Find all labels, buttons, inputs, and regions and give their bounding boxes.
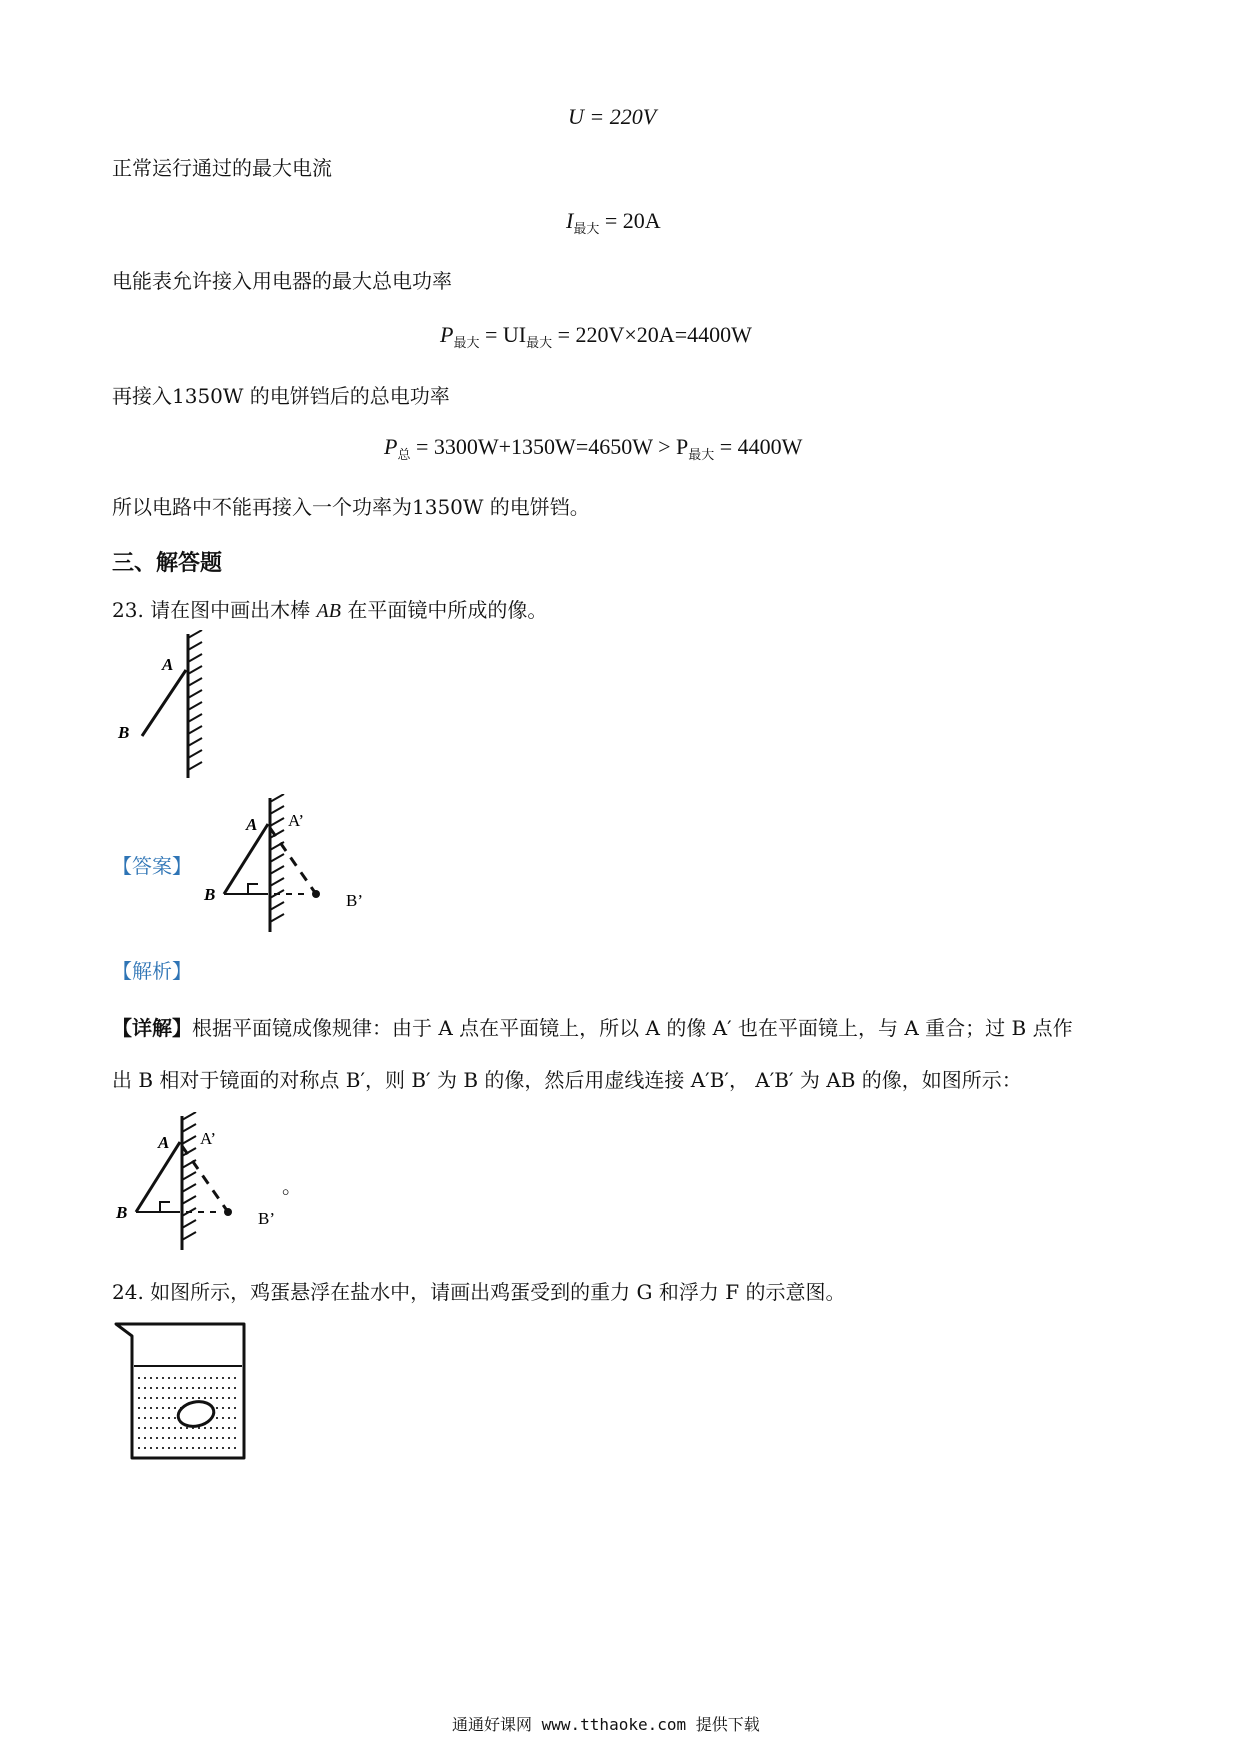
eq-p1-ui: = UI	[479, 322, 527, 347]
answer-label-b: B	[204, 885, 216, 904]
eq-p1-sub1: 最大	[453, 335, 480, 350]
q23-prompt-ab: AB	[316, 600, 341, 622]
section-heading-answers: 三、解答题	[112, 550, 223, 576]
q23-prompt	[112, 596, 547, 625]
stick-ab	[142, 670, 186, 736]
detail-right-angle-mark	[160, 1202, 170, 1212]
equation-voltage	[568, 104, 656, 130]
eq-p2-sub1: 总	[397, 447, 411, 462]
q23-detail-figure	[112, 1112, 282, 1254]
answer-mirror-hatching	[270, 794, 284, 922]
analysis-label: 【解析】	[112, 959, 192, 983]
equation-max-power	[440, 322, 752, 351]
image-dashed-line	[270, 828, 316, 894]
eq-current-symbol: I	[566, 208, 574, 233]
detail-label-a: A	[158, 1133, 170, 1152]
eq-current-value: = 20A	[599, 208, 661, 233]
equation-voltage-text: U = 220V	[568, 104, 657, 129]
label-b: B	[118, 723, 130, 742]
detail-label-aprime: A’	[200, 1129, 217, 1148]
equation-current	[566, 208, 661, 237]
answer-label-a: A	[246, 815, 258, 834]
answer-stick-ab	[224, 824, 268, 894]
detail-mirror-hatching	[182, 1112, 196, 1240]
right-angle-mark	[248, 884, 258, 894]
page-footer: 通通好课网 www.tthaoke.com 提供下载	[452, 1715, 760, 1734]
q23-answer-figure	[200, 794, 370, 936]
label-a: A	[162, 655, 174, 674]
mirror-hatching	[188, 630, 202, 770]
answer-label-aprime: A’	[288, 811, 305, 830]
q23-prompt-end: 在平面镜中所成的像。	[340, 598, 548, 622]
eq-p1-symbol: P	[440, 322, 454, 347]
eq-p1-value: = 220V×20A=4400W	[552, 322, 752, 347]
answer-label: 【答案】	[112, 854, 192, 878]
text-max-current: 正常运行通过的最大电流	[112, 156, 332, 180]
text-max-power: 电能表允许接入用电器的最大总电功率	[112, 269, 452, 293]
eq-p1-sub2: 最大	[526, 335, 553, 350]
eq-p2-sum: = 3300W+1350W=4650W > P	[410, 434, 689, 459]
detail-stick-ab	[136, 1142, 180, 1212]
detail-line-2: 出 B 相对于镜面的对称点 B′，则 B′ 为 B 的像，然后用虚线连接 A′B′， A′B′ 为 AB 的像，如图所示：	[112, 1068, 1022, 1092]
detail-line-1	[112, 1014, 1073, 1042]
detail-label: 【详解】	[112, 1016, 192, 1040]
detail-image-point-bprime	[224, 1208, 232, 1216]
equation-total-power	[384, 434, 802, 463]
answer-label-bprime: B’	[346, 891, 363, 910]
eq-p2-value: = 4400W	[714, 434, 803, 459]
eq-current-subscript: 最大	[573, 221, 600, 236]
detail-label-bprime: B’	[258, 1209, 275, 1228]
q23-mirror-figure	[110, 630, 220, 782]
figure-period: 。	[282, 1174, 302, 1198]
text-again-power: 再接入1350W 的电饼铛后的总电功率	[112, 384, 450, 408]
text-conclusion: 所以电路中不能再接入一个功率为1350W 的电饼铛。	[112, 495, 590, 519]
detail-image-dashed-line	[182, 1146, 228, 1212]
q24-beaker-figure	[112, 1318, 262, 1462]
detail-label-b: B	[116, 1203, 128, 1222]
q23-prompt-start: 23. 请在图中画出木棒	[112, 598, 317, 622]
q24-prompt: 24. 如图所示，鸡蛋悬浮在盐水中，请画出鸡蛋受到的重力 G 和浮力 F 的示意图。	[112, 1280, 846, 1304]
egg	[176, 1399, 216, 1430]
eq-p2-symbol: P	[384, 434, 398, 459]
detail-text-1: 根据平面镜成像规律：由于 A 点在平面镜上，所以 A 的像 A′ 也在平面镜上，与 A 重合；过 B 点作	[192, 1016, 1073, 1040]
eq-p2-sub2: 最大	[688, 447, 715, 462]
image-point-bprime	[312, 890, 320, 898]
